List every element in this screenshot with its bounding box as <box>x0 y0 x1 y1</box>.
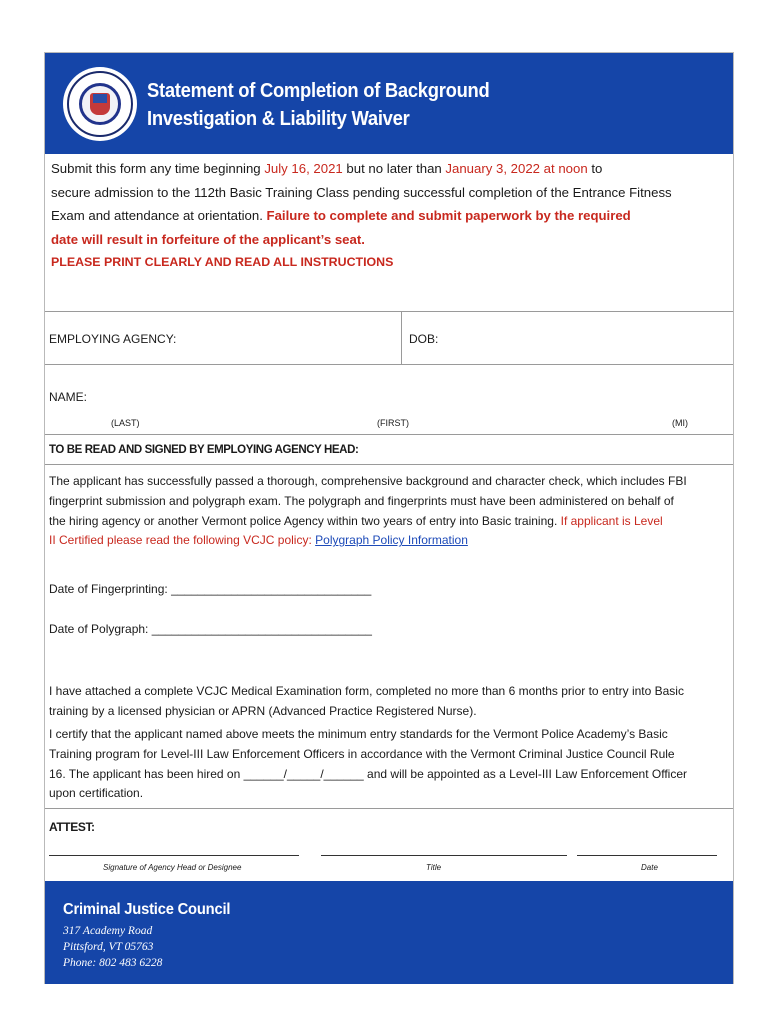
start-date: July 16, 2021 <box>264 161 343 176</box>
hire-date-line[interactable]: 16. The applicant has been hired on ______/_____/______ and will be appointed as a Level-III Law Enforcement Officer <box>49 766 688 781</box>
name-label: NAME: <box>49 390 88 404</box>
first-name-caption: (FIRST) <box>377 418 409 428</box>
paragraph-line: upon certification. <box>49 786 144 801</box>
paragraph-line: Training program for Level-III Law Enforcement Officers in accordance with the Vermont Criminal Justice Council Rule <box>49 746 675 761</box>
background-paragraph <box>49 472 729 551</box>
organization-name: Criminal Justice Council <box>63 901 231 918</box>
form-table <box>45 311 733 881</box>
divider <box>45 434 733 435</box>
paragraph-segment: the hiring agency or another Vermont police Agency within two years of entry into Basic training. <box>49 513 561 528</box>
divider <box>45 808 733 809</box>
middle-initial-caption: (MI) <box>672 418 688 428</box>
seal-logo <box>63 67 137 141</box>
signature-caption: Signature of Agency Head or Designee <box>103 863 242 872</box>
address-street: 317 Academy Road <box>63 925 153 937</box>
intro-text-segment: to <box>587 161 603 176</box>
date-line[interactable] <box>577 855 717 856</box>
dob-label: DOB: <box>409 332 439 346</box>
warning-text: Failure to complete and submit paperwork by the required <box>266 208 631 223</box>
section-heading: TO BE READ AND SIGNED BY EMPLOYING AGENCY HEAD: <box>49 444 359 456</box>
page-title <box>147 77 489 133</box>
paragraph-line <box>49 531 729 551</box>
phone-number: Phone: 802 483 6228 <box>63 957 163 969</box>
title-line-1: Statement of Completion of Background <box>147 80 490 102</box>
employing-agency-label: EMPLOYING AGENCY: <box>49 332 177 346</box>
header-banner <box>45 53 733 154</box>
divider <box>401 312 402 364</box>
paragraph-line: I have attached a complete VCJC Medical Examination form, completed no more than 6 months prior to entry into Basic <box>49 684 684 698</box>
paragraph-line: I certify that the applicant named above meets the minimum entry standards for the Vermont Police Academy’s Basic <box>49 727 668 741</box>
intro-text <box>51 157 735 275</box>
address-city: Pittsford, VT 05763 <box>63 941 154 953</box>
level-ii-note: If applicant is Level <box>560 513 663 528</box>
intro-text-segment: Exam and attendance at orientation. <box>51 208 267 223</box>
title-line-2: Investigation & Liability Waiver <box>147 108 410 130</box>
intro-text-segment: but no later than <box>342 161 446 176</box>
seal-shield-top <box>93 94 107 103</box>
divider <box>45 464 733 465</box>
intro-line-2: secure admission to the 112th Basic Training Class pending successful completion of the Entrance Fitness <box>51 184 672 200</box>
intro-line-4: date will result in forfeiture of the applicant’s seat. <box>51 231 365 247</box>
last-name-caption: (LAST) <box>111 418 140 428</box>
intro-line-3 <box>51 204 735 228</box>
fingerprint-date-field[interactable]: Date of Fingerprinting: ______________________________ <box>49 582 372 596</box>
intro-text-segment: Submit this form any time beginning <box>51 161 265 176</box>
intro-line-1 <box>51 157 735 181</box>
polygraph-date-field[interactable]: Date of Polygraph: _________________________________ <box>49 622 372 636</box>
paragraph-line: The applicant has successfully passed a thorough, comprehensive background and character check, which includes FBI <box>49 474 687 488</box>
paragraph-line <box>49 512 729 532</box>
footer-banner <box>45 881 733 984</box>
date-caption: Date <box>641 863 658 872</box>
form-page <box>44 52 734 984</box>
medical-paragraph <box>49 682 729 722</box>
divider <box>45 364 733 365</box>
level-ii-note: II Certified please read the following VCJC policy: <box>49 533 316 548</box>
deadline-date: January 3, 2022 at noon <box>445 161 588 176</box>
attest-label: ATTEST: <box>49 820 95 834</box>
certification-paragraph <box>49 725 729 804</box>
paragraph-line: fingerprint submission and polygraph exam. The polygraph and fingerprints must have been administered on behalf of <box>49 493 674 508</box>
print-clearly-notice: PLEASE PRINT CLEARLY AND READ ALL INSTRUCTIONS <box>51 255 394 269</box>
polygraph-policy-link[interactable]: Polygraph Policy Information <box>315 533 468 548</box>
paragraph-line: training by a licensed physician or APRN (Advanced Practice Registered Nurse). <box>49 703 477 718</box>
title-line[interactable] <box>321 855 567 856</box>
signature-line[interactable] <box>49 855 299 856</box>
title-caption: Title <box>426 863 442 872</box>
